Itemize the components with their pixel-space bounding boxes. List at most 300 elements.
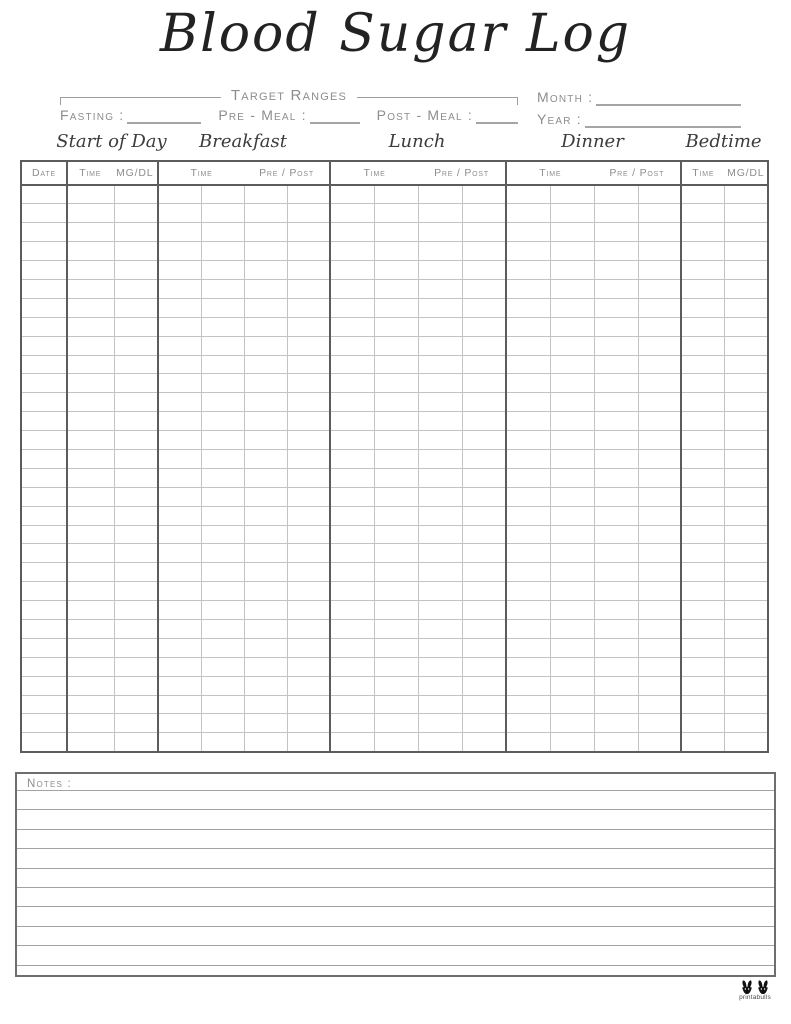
log-cell[interactable] [638,525,681,544]
log-cell[interactable] [21,204,67,223]
log-cell[interactable] [287,676,330,695]
log-cell[interactable] [462,525,506,544]
log-cell[interactable] [724,204,768,223]
log-cell[interactable] [21,336,67,355]
log-cell[interactable] [67,204,114,223]
log-cell[interactable] [201,336,244,355]
log-cell[interactable] [330,638,374,657]
log-cell[interactable] [594,525,638,544]
log-cell[interactable] [374,487,418,506]
log-cell[interactable] [724,619,768,638]
log-cell[interactable] [330,601,374,620]
log-cell[interactable] [287,355,330,374]
pre-meal-fill-line[interactable] [310,107,360,124]
log-cell[interactable] [418,336,462,355]
log-cell[interactable] [638,374,681,393]
log-cell[interactable] [594,695,638,714]
log-cell[interactable] [594,298,638,317]
log-cell[interactable] [724,374,768,393]
log-cell[interactable] [638,563,681,582]
log-cell[interactable] [506,714,550,733]
log-cell[interactable] [418,355,462,374]
log-cell[interactable] [67,355,114,374]
log-cell[interactable] [594,261,638,280]
log-cell[interactable] [201,582,244,601]
log-cell[interactable] [67,242,114,261]
log-cell[interactable] [418,317,462,336]
log-cell[interactable] [158,279,201,298]
log-cell[interactable] [158,242,201,261]
log-cell[interactable] [114,487,158,506]
log-cell[interactable] [201,374,244,393]
note-line[interactable] [17,945,774,946]
log-cell[interactable] [462,279,506,298]
log-cell[interactable] [114,279,158,298]
log-cell[interactable] [418,223,462,242]
log-cell[interactable] [201,468,244,487]
log-cell[interactable] [114,619,158,638]
log-cell[interactable] [158,412,201,431]
note-line[interactable] [17,926,774,927]
log-cell[interactable] [594,204,638,223]
log-cell[interactable] [724,317,768,336]
log-cell[interactable] [374,468,418,487]
log-cell[interactable] [114,317,158,336]
log-cell[interactable] [506,185,550,204]
log-cell[interactable] [506,657,550,676]
log-cell[interactable] [506,412,550,431]
log-cell[interactable] [418,298,462,317]
log-cell[interactable] [287,714,330,733]
log-cell[interactable] [506,374,550,393]
log-cell[interactable] [506,242,550,261]
log-cell[interactable] [418,525,462,544]
log-cell[interactable] [330,487,374,506]
log-cell[interactable] [21,563,67,582]
log-cell[interactable] [374,279,418,298]
log-cell[interactable] [330,298,374,317]
log-cell[interactable] [287,563,330,582]
log-cell[interactable] [114,242,158,261]
log-cell[interactable] [374,544,418,563]
log-cell[interactable] [638,336,681,355]
log-cell[interactable] [418,468,462,487]
log-cell[interactable] [201,204,244,223]
log-cell[interactable] [21,638,67,657]
log-cell[interactable] [287,487,330,506]
log-cell[interactable] [158,657,201,676]
log-cell[interactable] [594,544,638,563]
log-cell[interactable] [681,487,724,506]
log-cell[interactable] [21,714,67,733]
log-cell[interactable] [550,468,594,487]
log-cell[interactable] [158,185,201,204]
log-cell[interactable] [638,733,681,752]
log-cell[interactable] [244,374,287,393]
log-cell[interactable] [244,336,287,355]
log-cell[interactable] [114,563,158,582]
log-cell[interactable] [287,223,330,242]
log-cell[interactable] [638,412,681,431]
log-cell[interactable] [67,336,114,355]
log-cell[interactable] [287,544,330,563]
log-cell[interactable] [244,242,287,261]
log-cell[interactable] [724,355,768,374]
log-cell[interactable] [550,279,594,298]
log-cell[interactable] [201,714,244,733]
log-cell[interactable] [287,506,330,525]
log-cell[interactable] [67,223,114,242]
log-cell[interactable] [374,676,418,695]
log-cell[interactable] [158,563,201,582]
log-cell[interactable] [638,449,681,468]
log-cell[interactable] [374,261,418,280]
log-cell[interactable] [594,733,638,752]
log-cell[interactable] [114,298,158,317]
log-cell[interactable] [244,544,287,563]
log-cell[interactable] [158,525,201,544]
log-cell[interactable] [681,733,724,752]
log-cell[interactable] [638,431,681,450]
log-cell[interactable] [418,449,462,468]
log-cell[interactable] [550,449,594,468]
log-cell[interactable] [638,298,681,317]
log-cell[interactable] [724,336,768,355]
log-cell[interactable] [114,582,158,601]
log-cell[interactable] [114,336,158,355]
log-cell[interactable] [594,676,638,695]
log-cell[interactable] [418,242,462,261]
log-cell[interactable] [418,279,462,298]
log-cell[interactable] [244,355,287,374]
log-cell[interactable] [724,431,768,450]
log-cell[interactable] [158,449,201,468]
log-cell[interactable] [330,676,374,695]
log-cell[interactable] [462,619,506,638]
log-cell[interactable] [244,223,287,242]
log-cell[interactable] [244,468,287,487]
log-cell[interactable] [681,185,724,204]
log-cell[interactable] [681,204,724,223]
log-cell[interactable] [21,695,67,714]
log-cell[interactable] [681,431,724,450]
log-cell[interactable] [114,676,158,695]
log-cell[interactable] [114,601,158,620]
log-cell[interactable] [724,582,768,601]
log-cell[interactable] [244,582,287,601]
log-cell[interactable] [462,638,506,657]
log-cell[interactable] [67,449,114,468]
log-cell[interactable] [374,582,418,601]
log-cell[interactable] [330,544,374,563]
log-cell[interactable] [287,733,330,752]
log-cell[interactable] [681,336,724,355]
log-cell[interactable] [462,714,506,733]
log-cell[interactable] [158,544,201,563]
log-cell[interactable] [462,506,506,525]
log-cell[interactable] [506,582,550,601]
log-cell[interactable] [67,695,114,714]
log-cell[interactable] [201,657,244,676]
log-cell[interactable] [201,676,244,695]
log-cell[interactable] [681,355,724,374]
log-cell[interactable] [681,714,724,733]
log-cell[interactable] [594,506,638,525]
log-cell[interactable] [244,638,287,657]
log-cell[interactable] [287,468,330,487]
log-cell[interactable] [594,355,638,374]
log-cell[interactable] [638,657,681,676]
log-cell[interactable] [287,298,330,317]
log-cell[interactable] [462,449,506,468]
note-line[interactable] [17,868,774,869]
log-cell[interactable] [287,601,330,620]
log-cell[interactable] [67,487,114,506]
log-cell[interactable] [287,638,330,657]
log-cell[interactable] [550,298,594,317]
log-cell[interactable] [158,355,201,374]
log-cell[interactable] [681,449,724,468]
log-cell[interactable] [67,525,114,544]
log-cell[interactable] [114,185,158,204]
note-line[interactable] [17,790,774,791]
log-cell[interactable] [374,714,418,733]
log-cell[interactable] [724,468,768,487]
log-cell[interactable] [374,242,418,261]
log-cell[interactable] [287,431,330,450]
log-cell[interactable] [244,261,287,280]
log-cell[interactable] [418,412,462,431]
log-cell[interactable] [724,657,768,676]
log-cell[interactable] [681,393,724,412]
month-fill-line[interactable] [596,89,741,106]
note-line[interactable] [17,887,774,888]
log-cell[interactable] [67,619,114,638]
log-cell[interactable] [506,468,550,487]
log-cell[interactable] [287,374,330,393]
log-cell[interactable] [158,374,201,393]
log-cell[interactable] [506,676,550,695]
log-cell[interactable] [462,563,506,582]
log-cell[interactable] [550,317,594,336]
log-cell[interactable] [67,544,114,563]
log-cell[interactable] [506,298,550,317]
log-cell[interactable] [724,544,768,563]
log-cell[interactable] [67,261,114,280]
log-cell[interactable] [67,393,114,412]
log-cell[interactable] [681,468,724,487]
log-cell[interactable] [724,223,768,242]
log-cell[interactable] [724,242,768,261]
log-cell[interactable] [374,355,418,374]
log-cell[interactable] [418,185,462,204]
log-cell[interactable] [287,657,330,676]
log-cell[interactable] [550,336,594,355]
log-cell[interactable] [287,242,330,261]
log-cell[interactable] [21,733,67,752]
log-cell[interactable] [681,298,724,317]
log-cell[interactable] [158,582,201,601]
log-cell[interactable] [21,374,67,393]
log-cell[interactable] [158,601,201,620]
log-cell[interactable] [158,223,201,242]
log-cell[interactable] [244,601,287,620]
log-cell[interactable] [330,374,374,393]
log-cell[interactable] [418,695,462,714]
log-cell[interactable] [114,714,158,733]
log-cell[interactable] [21,525,67,544]
log-cell[interactable] [244,185,287,204]
log-cell[interactable] [418,638,462,657]
log-cell[interactable] [724,185,768,204]
log-cell[interactable] [462,185,506,204]
log-cell[interactable] [594,336,638,355]
log-cell[interactable] [114,638,158,657]
log-cell[interactable] [462,544,506,563]
log-cell[interactable] [638,544,681,563]
log-cell[interactable] [506,204,550,223]
log-cell[interactable] [287,695,330,714]
log-cell[interactable] [330,525,374,544]
log-cell[interactable] [244,714,287,733]
log-cell[interactable] [418,393,462,412]
post-meal-fill-line[interactable] [476,107,518,124]
log-cell[interactable] [330,431,374,450]
log-cell[interactable] [244,695,287,714]
log-cell[interactable] [462,374,506,393]
log-cell[interactable] [114,204,158,223]
log-cell[interactable] [724,676,768,695]
log-cell[interactable] [594,563,638,582]
log-cell[interactable] [21,317,67,336]
log-cell[interactable] [681,242,724,261]
log-cell[interactable] [594,714,638,733]
log-cell[interactable] [550,487,594,506]
log-cell[interactable] [21,619,67,638]
log-cell[interactable] [724,695,768,714]
log-cell[interactable] [21,487,67,506]
log-cell[interactable] [506,261,550,280]
log-cell[interactable] [114,506,158,525]
log-cell[interactable] [287,317,330,336]
log-cell[interactable] [724,412,768,431]
log-cell[interactable] [594,638,638,657]
log-cell[interactable] [594,185,638,204]
log-cell[interactable] [681,657,724,676]
log-cell[interactable] [158,487,201,506]
log-cell[interactable] [550,355,594,374]
log-cell[interactable] [550,563,594,582]
log-cell[interactable] [462,261,506,280]
log-cell[interactable] [638,506,681,525]
log-cell[interactable] [114,393,158,412]
log-cell[interactable] [330,506,374,525]
log-cell[interactable] [287,619,330,638]
log-cell[interactable] [201,638,244,657]
log-cell[interactable] [201,695,244,714]
log-cell[interactable] [158,204,201,223]
log-cell[interactable] [330,355,374,374]
log-cell[interactable] [418,714,462,733]
log-cell[interactable] [638,695,681,714]
log-cell[interactable] [244,733,287,752]
year-fill-line[interactable] [585,111,741,128]
log-cell[interactable] [21,223,67,242]
log-cell[interactable] [114,733,158,752]
log-cell[interactable] [462,317,506,336]
log-cell[interactable] [158,695,201,714]
log-cell[interactable] [244,393,287,412]
log-cell[interactable] [374,619,418,638]
log-cell[interactable] [462,355,506,374]
log-cell[interactable] [244,657,287,676]
log-cell[interactable] [550,431,594,450]
log-cell[interactable] [201,298,244,317]
log-cell[interactable] [330,695,374,714]
log-cell[interactable] [67,563,114,582]
log-cell[interactable] [114,695,158,714]
log-cell[interactable] [201,242,244,261]
log-cell[interactable] [550,601,594,620]
log-cell[interactable] [638,676,681,695]
log-cell[interactable] [158,676,201,695]
log-cell[interactable] [114,374,158,393]
log-cell[interactable] [638,638,681,657]
log-cell[interactable] [158,733,201,752]
log-cell[interactable] [201,619,244,638]
log-cell[interactable] [550,506,594,525]
log-cell[interactable] [594,487,638,506]
log-cell[interactable] [21,242,67,261]
log-cell[interactable] [418,733,462,752]
note-line[interactable] [17,809,774,810]
log-cell[interactable] [638,619,681,638]
log-cell[interactable] [244,298,287,317]
log-cell[interactable] [114,355,158,374]
log-cell[interactable] [550,374,594,393]
log-cell[interactable] [201,185,244,204]
log-cell[interactable] [330,468,374,487]
log-cell[interactable] [594,412,638,431]
log-cell[interactable] [681,676,724,695]
log-cell[interactable] [681,223,724,242]
log-cell[interactable] [724,487,768,506]
log-cell[interactable] [158,431,201,450]
log-cell[interactable] [158,298,201,317]
log-cell[interactable] [724,279,768,298]
log-cell[interactable] [638,582,681,601]
log-cell[interactable] [21,261,67,280]
note-line[interactable] [17,965,774,966]
log-cell[interactable] [681,544,724,563]
log-cell[interactable] [287,582,330,601]
log-cell[interactable] [201,487,244,506]
log-cell[interactable] [330,204,374,223]
log-cell[interactable] [330,619,374,638]
log-cell[interactable] [462,298,506,317]
fasting-fill-line[interactable] [127,107,201,124]
log-cell[interactable] [158,336,201,355]
log-cell[interactable] [158,714,201,733]
log-cell[interactable] [21,355,67,374]
log-cell[interactable] [550,185,594,204]
log-cell[interactable] [506,563,550,582]
log-cell[interactable] [418,544,462,563]
log-cell[interactable] [374,223,418,242]
log-cell[interactable] [201,412,244,431]
log-cell[interactable] [374,431,418,450]
log-cell[interactable] [550,714,594,733]
